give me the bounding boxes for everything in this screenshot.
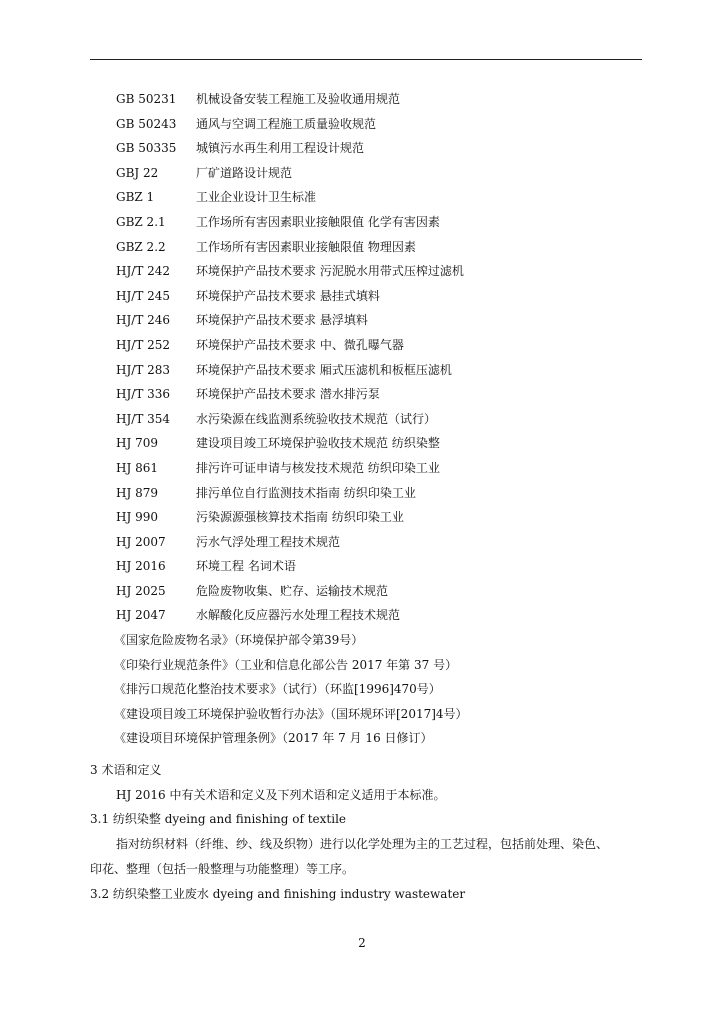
standard-title: 通风与空调工程施工质量验收规范 [196, 116, 377, 131]
standard-row [0, 456, 724, 481]
normative-references-list [0, 87, 724, 628]
standard-title: 工作场所有害因素职业接触限值 物理因素 [196, 239, 416, 254]
standard-code: HJ/T 354 [116, 411, 171, 426]
standard-code: HJ 2047 [116, 608, 166, 623]
standard-title: 环境保护产品技术要求 潜水排污泵 [196, 387, 380, 402]
document-row: 《建设项目竣工环境保护验收暂行办法》（国环规环评[2017]4号） [114, 706, 468, 721]
standard-row [0, 185, 724, 210]
section-3-2-heading: 3.2 纺织染整工业废水 dyeing and finishing industry wastewater [90, 887, 466, 901]
standard-code: HJ/T 283 [116, 362, 171, 377]
standard-title: 城镇污水再生利用工程设计规范 [196, 141, 365, 156]
section-3-heading: 3 术语和定义 [90, 763, 162, 777]
standard-code: HJ 2025 [116, 583, 166, 598]
standard-row [0, 87, 724, 112]
standard-title: 排污许可证申请与核发技术规范 纺织印染工业 [196, 460, 440, 475]
standard-row [0, 210, 724, 235]
document-row: 《建设项目环境保护管理条例》（2017 年 7 月 16 日修订） [114, 731, 433, 746]
standard-row [0, 481, 724, 506]
standard-title: 排污单位自行监测技术指南 纺织印染工业 [196, 485, 416, 500]
standard-code: GB 50231 [116, 92, 177, 106]
section-3-intro-paragraph: HJ 2016 中有关术语和定义及下列术语和定义适用于本标准。 [116, 788, 446, 802]
standard-title: 建设项目竣工环境保护验收技术规范 纺织染整 [196, 436, 440, 451]
standard-row [0, 308, 724, 333]
standard-code: GBZ 2.2 [116, 239, 166, 254]
standard-title: 厂矿道路设计规范 [196, 165, 293, 180]
standard-code: HJ/T 245 [116, 288, 171, 303]
standard-code: HJ 990 [116, 510, 158, 525]
standard-title: 水解酸化反应器污水处理工程技术规范 [196, 608, 401, 623]
standard-code: GBZ 2.1 [116, 214, 166, 229]
page-number: 2 [358, 936, 366, 950]
standard-title: 危险废物收集、贮存、运输技术规范 [196, 583, 389, 598]
standard-title: 环境保护产品技术要求 悬浮填料 [196, 313, 368, 328]
standard-row [0, 259, 724, 284]
document-row: 《排污口规范化整治技术要求》（试行）（环监[1996]470号） [114, 682, 441, 697]
standard-row [0, 358, 724, 383]
document-row: 《印染行业规范条件》（工业和信息化部公告 2017 年第 37 号） [114, 657, 458, 672]
standard-title: 水污染源在线监测系统验收技术规范（试行） [196, 411, 437, 426]
standard-code: GBZ 1 [116, 190, 155, 205]
standard-title: 环境保护产品技术要求 厢式压滤机和板框压滤机 [196, 362, 452, 377]
standard-title: 环境保护产品技术要求 污泥脱水用带式压榨过滤机 [196, 264, 464, 279]
standard-title: 污染源源强核算技术指南 纺织印染工业 [196, 510, 404, 525]
standard-title: 工业企业设计卫生标准 [196, 190, 317, 205]
standard-row [0, 382, 724, 407]
standard-code: GB 50335 [116, 141, 177, 156]
standard-code: GBJ 22 [116, 165, 159, 180]
standard-code: HJ/T 242 [116, 264, 171, 279]
standard-row [0, 579, 724, 604]
section-3-1-paragraph-line-2: 印花、整理（包括一般整理与功能整理）等工序。 [90, 862, 355, 876]
standard-row [0, 235, 724, 260]
section-3-1-heading: 3.1 纺织染整 dyeing and finishing of textile [90, 812, 347, 826]
standard-row [0, 112, 724, 137]
regulatory-documents-list [0, 628, 724, 751]
header-rule [90, 59, 642, 60]
standard-row [0, 554, 724, 579]
standard-row [0, 505, 724, 530]
standard-row [0, 407, 724, 432]
standard-row [0, 603, 724, 628]
standard-title: 机械设备安装工程施工及验收通用规范 [196, 92, 401, 106]
standard-code: HJ 2016 [116, 559, 166, 574]
standard-code: HJ/T 252 [116, 337, 171, 352]
standard-code: HJ 861 [116, 460, 158, 475]
standard-row [0, 161, 724, 186]
standard-row [0, 284, 724, 309]
standard-code: HJ 2007 [116, 534, 166, 549]
standard-title: 环境保护产品技术要求 悬挂式填料 [196, 288, 380, 303]
standard-title: 环境保护产品技术要求 中、微孔曝气器 [196, 337, 404, 352]
standard-code: HJ 879 [116, 485, 158, 500]
standard-title: 环境工程 名词术语 [196, 559, 296, 574]
section-3-1-paragraph-line-1: 指对纺织材料（纤维、纱、线及织物）进行以化学处理为主的工艺过程，包括前处理、染色、 [116, 837, 609, 851]
standard-row [0, 136, 724, 161]
standard-code: HJ 709 [116, 436, 158, 451]
standard-code: HJ/T 336 [116, 387, 171, 402]
standard-row [0, 333, 724, 358]
standard-row [0, 431, 724, 456]
standard-code: HJ/T 246 [116, 313, 171, 328]
document-row: 《国家危险废物名录》（环境保护部令第39号） [114, 633, 364, 647]
standard-row [0, 530, 724, 555]
standard-title: 工作场所有害因素职业接触限值 化学有害因素 [196, 214, 440, 229]
standard-code: GB 50243 [116, 116, 177, 131]
standard-title: 污水气浮处理工程技术规范 [196, 534, 341, 549]
